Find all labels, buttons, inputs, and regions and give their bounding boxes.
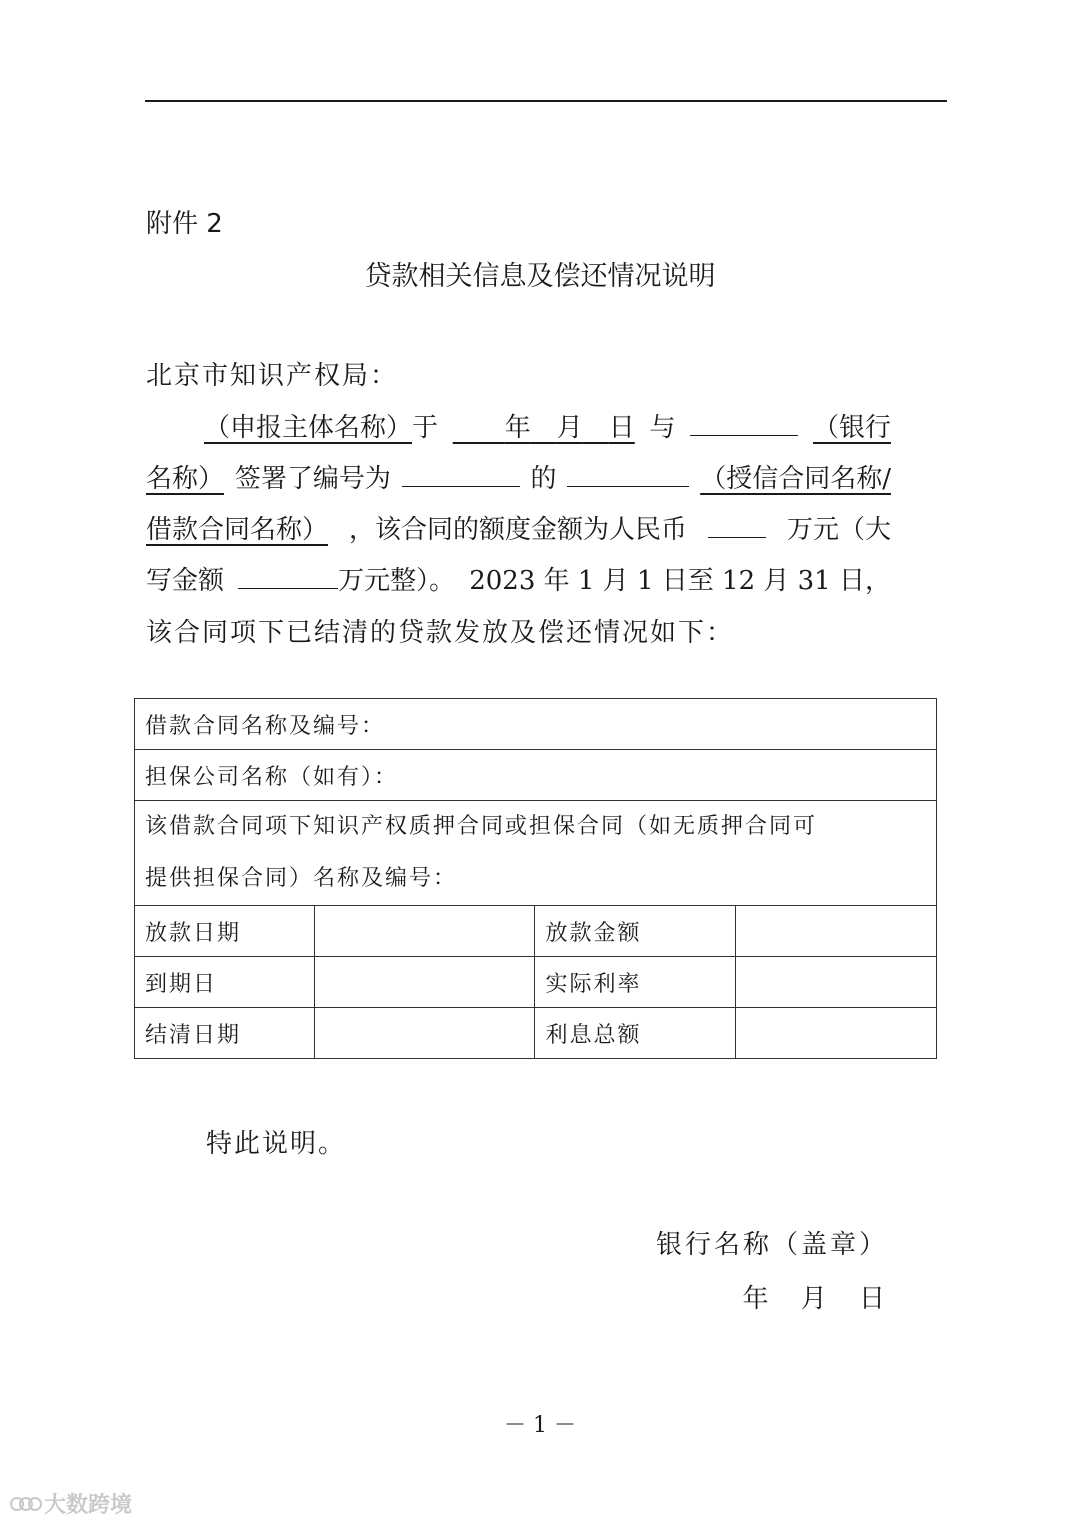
loan-amount-label: 放款金额	[535, 906, 736, 957]
day-label: 日	[608, 413, 635, 443]
page-number: － 1 －	[504, 1413, 576, 1438]
body-line-4	[146, 560, 891, 597]
pledge-label-line1: 该借款合同项下知识产权质押合同或担保合同（如无质押合同可	[145, 814, 818, 839]
body-line-2	[146, 458, 891, 495]
table-row	[135, 750, 937, 801]
bank-name-suffix: 名称）	[146, 464, 225, 494]
loan-info-table	[134, 698, 937, 1059]
text-signed-number: 签署了编号为	[234, 464, 391, 494]
bank-name-prefix: （银行	[812, 413, 891, 443]
document-title: 贷款相关信息及偿还情况说明	[364, 261, 716, 292]
text-de: 的	[530, 464, 557, 494]
text-period: 2023 年 1 月 1 日至 12 月 31 日，	[469, 566, 891, 596]
loan-contract-cell[interactable]: 借款合同名称及编号：	[135, 699, 937, 750]
watermark-logo-icon	[10, 1493, 40, 1515]
pledge-label-line2: 提供担保合同）名称及编号：	[145, 866, 458, 891]
body-line-3	[146, 509, 891, 546]
header-rule	[145, 100, 947, 102]
settle-date-label: 结清日期	[135, 1008, 315, 1059]
table-row	[135, 801, 937, 906]
watermark	[10, 1488, 132, 1519]
attachment-label: 附件 2	[146, 209, 223, 239]
text-yu: 于	[412, 413, 439, 443]
contract-number-blank[interactable]	[402, 458, 520, 487]
text-amount: ，该合同的额度金额为人民币	[349, 515, 688, 545]
year-label: 年	[504, 413, 531, 443]
interest-rate-label: 实际利率	[535, 957, 736, 1008]
amount-blank[interactable]	[708, 509, 766, 538]
signature-date: 年 月 日	[742, 1284, 888, 1314]
sign-date-field[interactable]	[453, 407, 635, 444]
closing-statement: 特此说明。	[206, 1129, 347, 1159]
capital-amount-blank[interactable]	[238, 560, 338, 589]
table-row	[135, 1008, 937, 1059]
due-date-value[interactable]	[314, 957, 535, 1008]
body-line-1	[146, 407, 891, 444]
text-wan-yuan-open: 万元（大	[786, 515, 891, 545]
contract-names-1: （授信合同名称/	[700, 464, 891, 494]
due-date-label: 到期日	[135, 957, 315, 1008]
total-interest-label: 利息总额	[535, 1008, 736, 1059]
bank-name-blank[interactable]	[690, 407, 798, 436]
month-label: 月	[556, 413, 583, 443]
total-interest-value[interactable]	[736, 1008, 937, 1059]
table-row	[135, 699, 937, 750]
subject-name-placeholder: （申报主体名称）	[204, 413, 413, 443]
interest-rate-value[interactable]	[736, 957, 937, 1008]
loan-date-value[interactable]	[314, 906, 535, 957]
settle-date-value[interactable]	[314, 1008, 535, 1059]
pledge-contract-cell[interactable]	[135, 801, 937, 906]
table-row	[135, 906, 937, 957]
contract-name-blank[interactable]	[567, 458, 689, 487]
watermark-text: 大数跨境	[44, 1493, 133, 1518]
contract-names-2: 借款合同名称）	[146, 515, 329, 545]
text-wan-yuan-close: 万元整）。	[338, 566, 456, 596]
loan-date-label: 放款日期	[135, 906, 315, 957]
addressee: 北京市知识产权局：	[146, 361, 399, 391]
loan-amount-value[interactable]	[736, 906, 937, 957]
guarantee-company-cell[interactable]: 担保公司名称（如有）：	[135, 750, 937, 801]
text-capital-label: 写金额	[146, 566, 225, 596]
situation-line: 该合同项下已结清的贷款发放及偿还情况如下：	[146, 618, 735, 648]
table-row	[135, 957, 937, 1008]
text-with: 与	[649, 413, 676, 443]
bank-seal-label: 银行名称（盖章）	[655, 1230, 888, 1260]
